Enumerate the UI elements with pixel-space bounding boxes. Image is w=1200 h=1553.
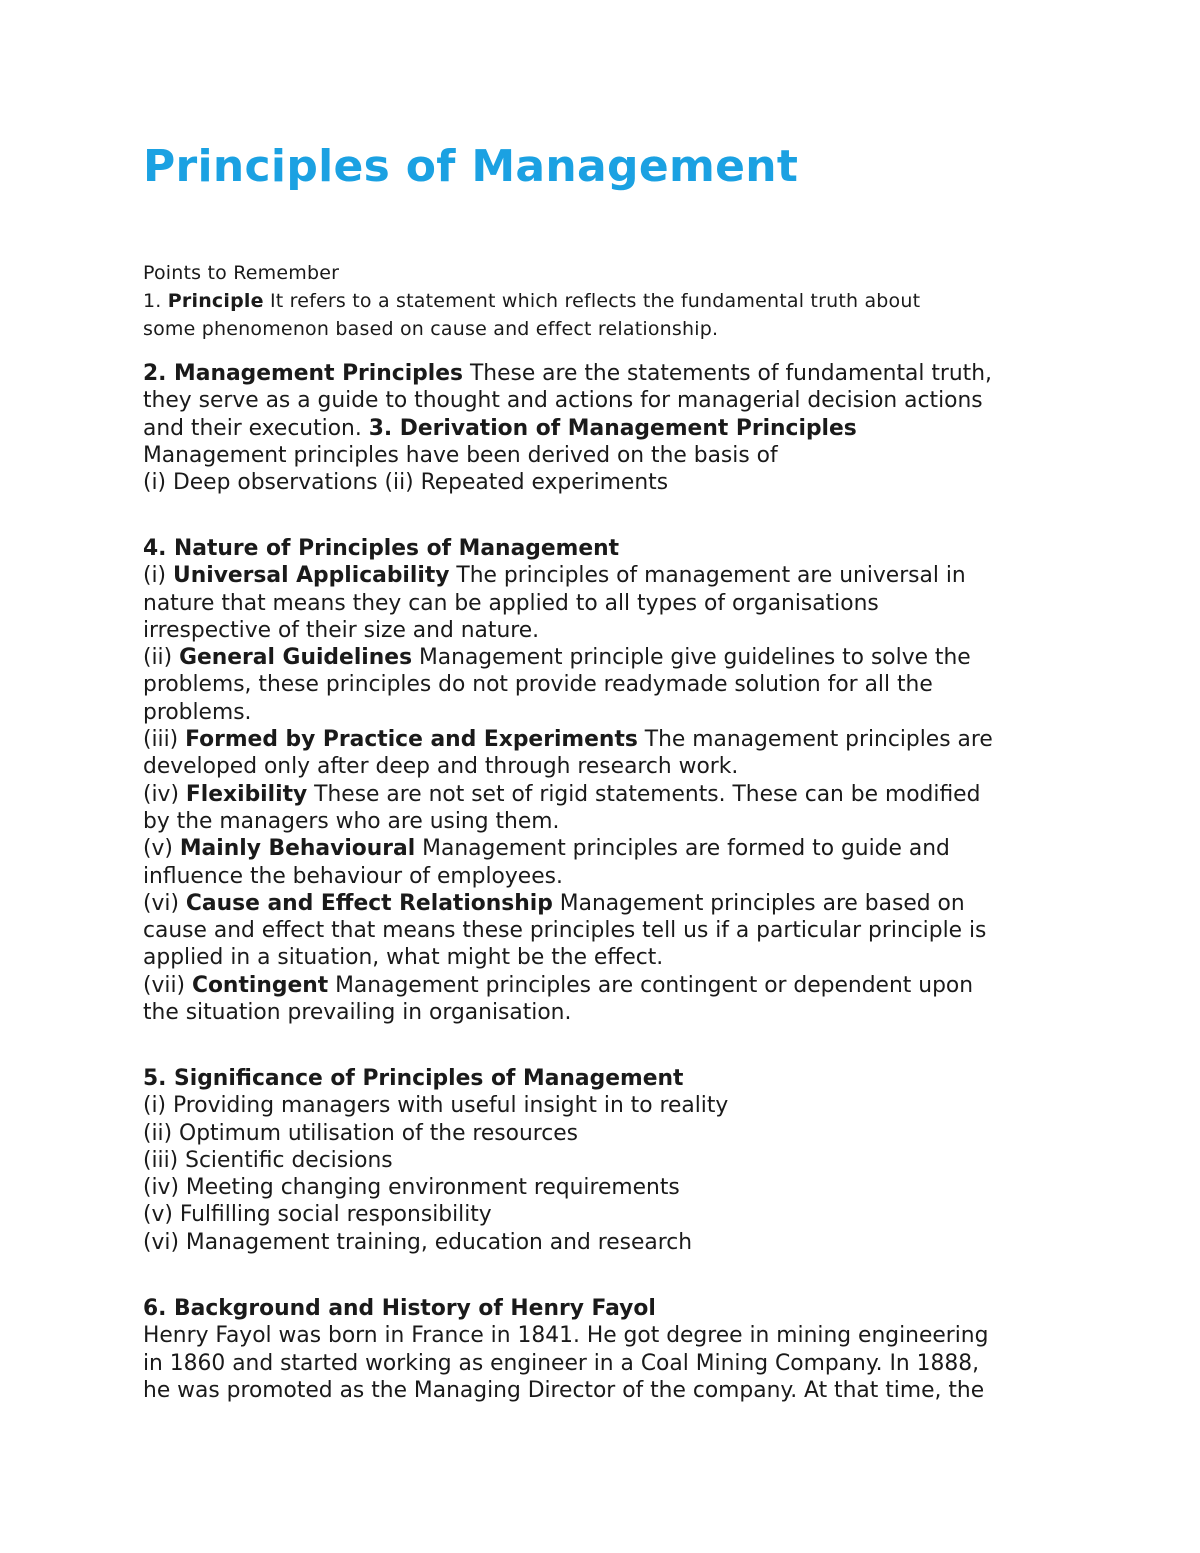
section-5-block (143, 1065, 1073, 1256)
section-4-block (143, 535, 1073, 1026)
significance-item: (v) Fulfilling social responsibility (143, 1202, 492, 1228)
nature-item-7-line-2: the situation prevailing in organisation. (143, 1000, 572, 1026)
nature-item-5-term: Mainly Behavioural (179, 836, 416, 862)
section-3-line-1: Management principles have been derived on the basis of (143, 442, 778, 468)
fayol-line: Henry Fayol was born in France in 1841. He got degree in mining engineering (143, 1323, 989, 1349)
nature-item-7-line-1: (vii) Contingent Management principles are contingent or dependent upon (143, 972, 974, 998)
nature-item-6-line-2: cause and effect that means these principles tell us if a particular principle is (143, 918, 987, 944)
nature-item-6-term: Cause and Effect Relationship (185, 890, 553, 916)
nature-item-5-line-2: influence the behaviour of employees. (143, 863, 563, 889)
nature-item-4-line-1: (iv) Flexibility These are not set of rigid statements. These can be modified (143, 781, 981, 807)
section-3-number: 3 (368, 415, 384, 441)
nature-item-7-term: Contingent (191, 972, 329, 998)
nature-item-4-line-2: by the managers who are using them. (143, 808, 560, 834)
nature-item-1-line-1: (i) Universal Applicability The principles of management are universal in (143, 563, 966, 589)
page-title: Principles of Management (143, 141, 799, 192)
section-3-heading: 3. Derivation of Management Principles (368, 415, 857, 441)
intro-block (143, 259, 1063, 343)
fayol-line: in 1860 and started working as engineer in a Coal Mining Company. In 1888, (143, 1350, 980, 1376)
nature-item-3-line-1: (iii) Formed by Practice and Experiments The management principles are (143, 727, 993, 753)
nature-item-2-line-2: problems, these principles do not provide readymade solution for all the (143, 672, 933, 698)
nature-item-2-term: General Guidelines (179, 645, 413, 671)
section-2-line-1: 2. Management Principles These are the statements of fundamental truth, (143, 361, 992, 386)
nature-item-5-line-1: (v) Mainly Behavioural Management principles are formed to guide and (143, 836, 950, 862)
point-1-term: Principle (167, 290, 264, 312)
significance-item: (ii) Optimum utilisation of the resources (143, 1120, 579, 1146)
point-1-line-2: some phenomenon based on cause and effect relationship. (143, 318, 719, 340)
nature-item-3-line-2: developed only after deep and through research work. (143, 754, 739, 780)
section-2-block (143, 360, 1073, 496)
nature-item-6-line-3: applied in a situation, what might be the effect. (143, 945, 664, 971)
section-2-line-3: and their execution. 3. Derivation of Management Principles (143, 415, 857, 441)
section-2-term: Management Principles (174, 361, 464, 386)
point-1-text: It refers to a statement which reflects the fundamental truth about (263, 290, 921, 312)
point-1-line: 1. Principle It refers to a statement which reflects the fundamental truth about (143, 290, 921, 312)
nature-item-1-term: Universal Applicability (173, 563, 450, 589)
significance-item: (iii) Scientific decisions (143, 1147, 393, 1173)
nature-item-4-term: Flexibility (185, 781, 308, 807)
fayol-line: he was promoted as the Managing Director of the company. At that time, the (143, 1377, 985, 1403)
significance-item: (iv) Meeting changing environment requirements (143, 1175, 680, 1201)
section-4-heading: 4. Nature of Principles of Management (143, 536, 620, 561)
nature-item-3-term: Formed by Practice and Experiments (185, 727, 638, 753)
nature-item-2-line-3: problems. (143, 699, 252, 725)
section-5-heading: 5. Significance of Principles of Management (143, 1066, 684, 1091)
nature-item-2-line-1: (ii) General Guidelines Management principle give guidelines to solve the (143, 645, 971, 671)
nature-item-6-line-1: (vi) Cause and Effect Relationship Management principles are based on (143, 890, 965, 916)
section-3-line-2: (i) Deep observations (ii) Repeated experiments (143, 470, 669, 496)
significance-item: (i) Providing managers with useful insight in to reality (143, 1093, 729, 1119)
nature-item-1-line-3: irrespective of their size and nature. (143, 617, 540, 643)
significance-item: (vi) Management training, education and research (143, 1229, 693, 1255)
points-heading: Points to Remember (143, 262, 340, 284)
section-6-heading: 6. Background and History of Henry Fayol (143, 1296, 656, 1321)
section-2-number: 2 (143, 361, 159, 386)
point-1-number: 1 (143, 290, 156, 312)
nature-item-1-line-2: nature that means they can be applied to all types of organisations (143, 590, 879, 616)
section-6-block (143, 1295, 1073, 1404)
section-2-line-2: they serve as a guide to thought and actions for managerial decision actions (143, 388, 983, 414)
